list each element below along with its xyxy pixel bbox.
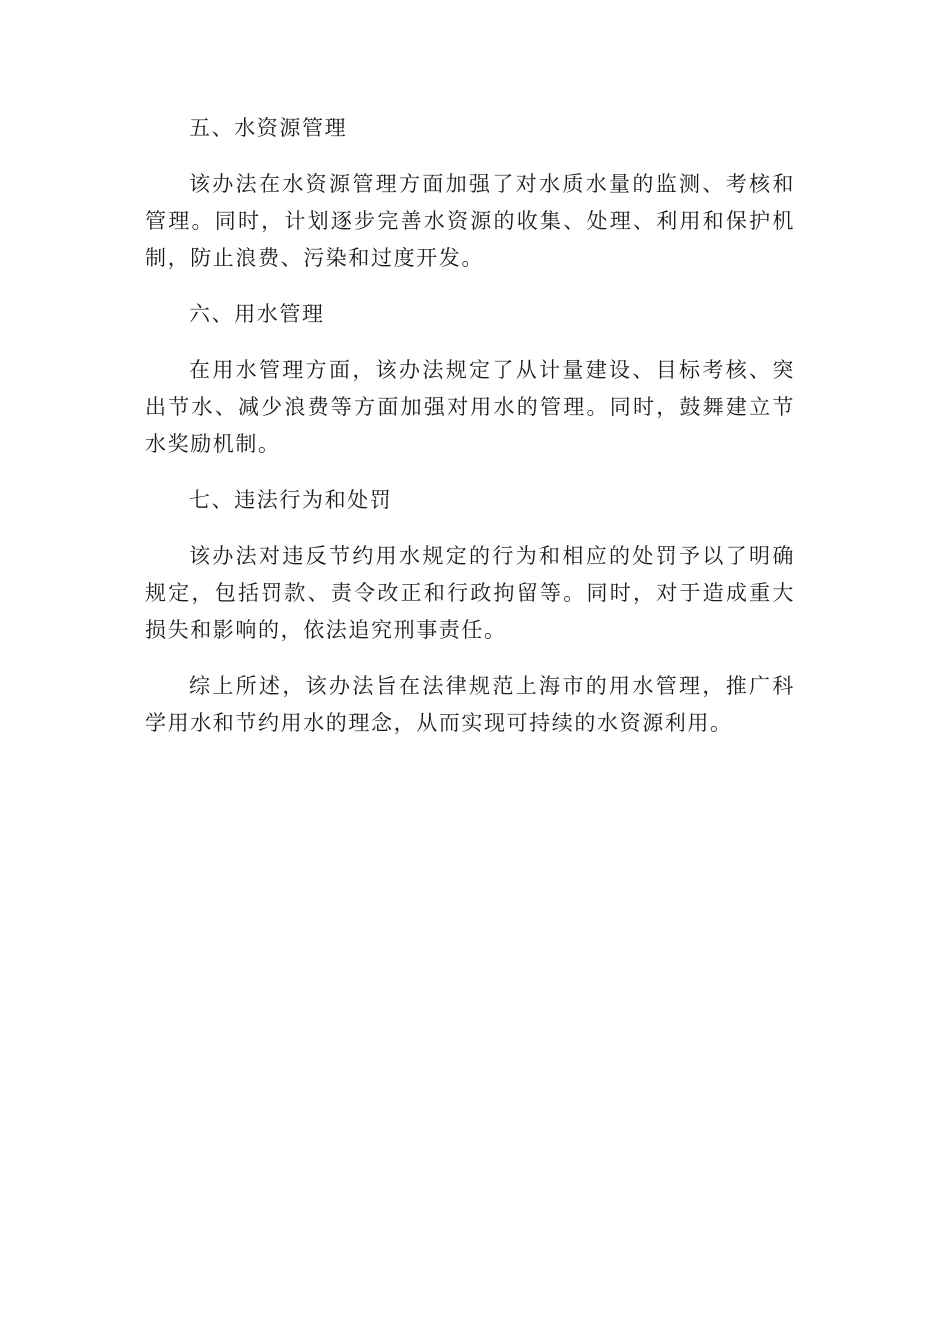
- conclusion-paragraph: 综上所述，该办法旨在法律规范上海市的用水管理，推广科学用水和节约用水的理念，从而实现可持续的水资源利用。: [145, 674, 795, 735]
- section-paragraph-water-use: 在用水管理方面，该办法规定了从计量建设、目标考核、突出节水、减少浪费等方面加强对用水的管理。同时，鼓舞建立节水奖励机制。: [145, 358, 795, 456]
- section-heading-violations: 七、违法行为和处罚: [189, 488, 393, 512]
- section-paragraph-violations: 该办法对违反节约用水规定的行为和相应的处罚予以了明确规定，包括罚款、责令改正和行政拘留等。同时，对于造成重大损失和影响的，依法追究刑事责任。: [145, 544, 795, 642]
- section-heading-water-use: 六、用水管理: [189, 302, 325, 326]
- document-body: [145, 110, 795, 761]
- section-heading-water-resources: 五、水资源管理: [189, 116, 348, 140]
- section-paragraph-water-resources: 该办法在水资源管理方面加强了对水质水量的监测、考核和管理。同时，计划逐步完善水资源的收集、处理、利用和保护机制，防止浪费、污染和过度开发。: [145, 172, 795, 270]
